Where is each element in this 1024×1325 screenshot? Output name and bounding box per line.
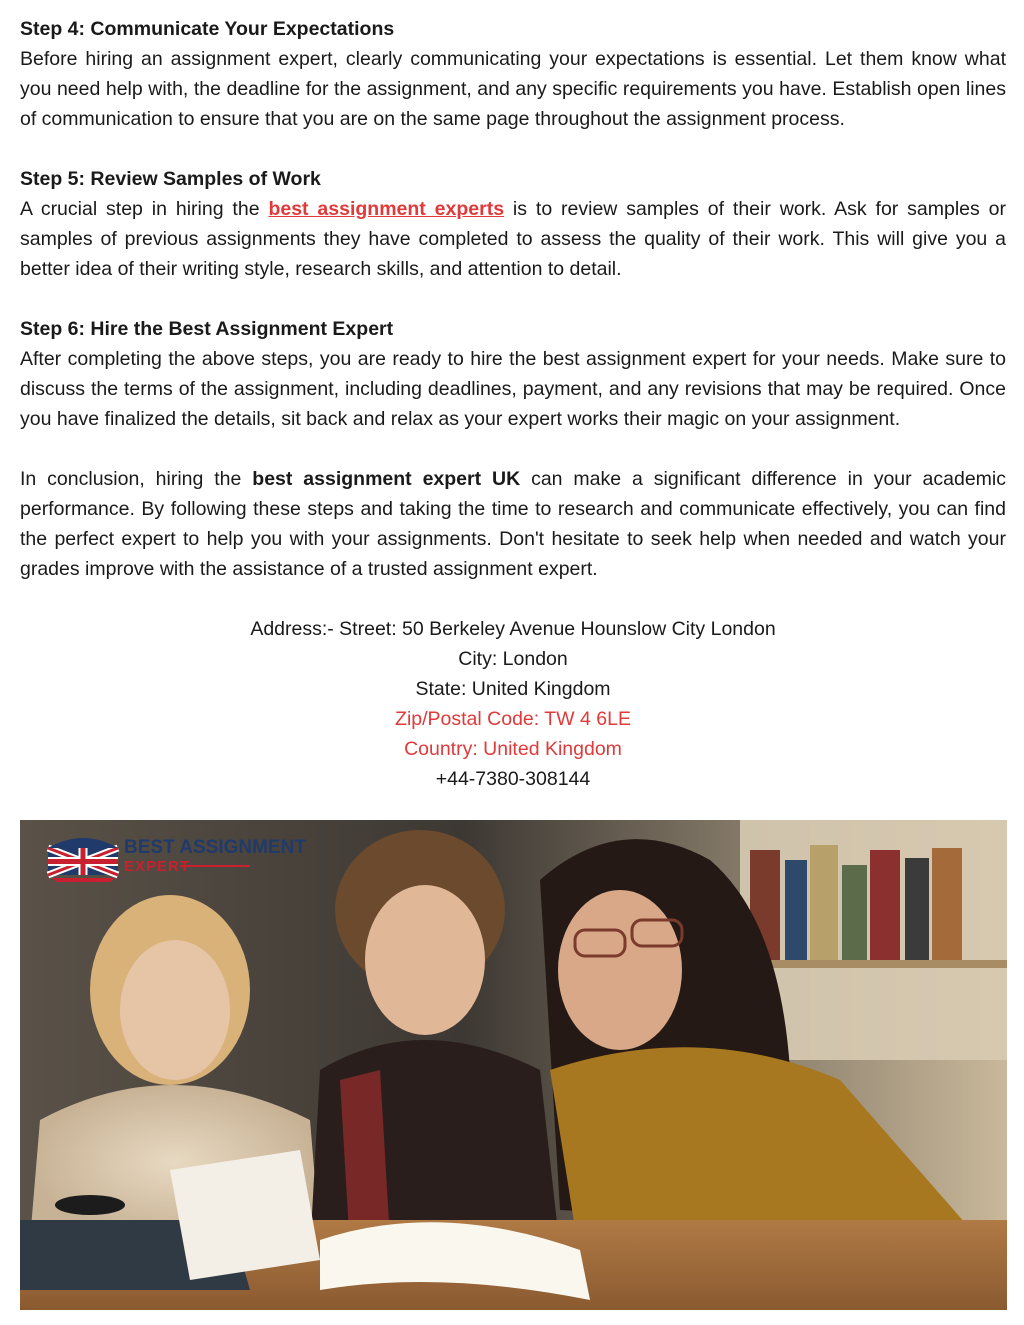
step4-title: Step 4: Communicate Your Expectations [20,18,395,40]
boy-face [365,885,485,1035]
coffee-cup [55,1195,125,1215]
address-block [20,614,1006,794]
best-assignment-experts-link[interactable]: best assignment experts [268,198,505,220]
step6-title: Step 6: Hire the Best Assignment Expert [20,318,394,340]
address-state: State: United Kingdom [415,678,611,700]
step4-body: Before hiring an assignment expert, clearly communicating your expectations is essential. Let them know what you need help with, the deadline for the assignment, and any specific requirements you have. Establish open lines of communication to ensure that you are on the same page throughout the assignment process. [20,48,1006,130]
address-street: Address:- Street: 50 Berkeley Avenue Hounslow City London [250,618,776,640]
book-spine [810,845,838,960]
woman-face [558,890,682,1050]
book-spine [932,848,962,960]
step5-body [20,194,1006,284]
book-spine [870,850,900,960]
step6-body: After completing the above steps, you are ready to hire the best assignment expert for your needs. Make sure to discuss the terms of the assignment, including deadlines, payment, and any revisions that may be required. Once you have finalized the details, sit back and relax as your expert works their magic on your assignment. [20,348,1006,430]
open-book-left [170,1150,320,1280]
conclusion-bold-keyword: best assignment expert UK [252,468,521,490]
address-phone: +44-7380-308144 [435,768,591,790]
students-studying-photo [20,820,1007,1310]
logo-text-line1: BEST ASSIGNMENT [124,837,306,858]
step5-section [20,164,1006,284]
document-body [20,14,1006,794]
girl-face [120,940,230,1080]
conclusion-body [20,464,1006,584]
logo-text-line2: EXPERT [124,858,191,875]
photo-illustration [20,820,1007,1310]
conclusion-section [20,464,1006,584]
step4-section [20,14,1006,134]
shelf-plank [740,960,1007,968]
step5-body-before: A crucial step in hiring the [20,198,269,220]
step6-section [20,314,1006,434]
step5-body-after: is to review samples of their work. Ask for samples or samples of previous assignments they have completed to assess the quality of their work. This will give you a better idea of their writing style, research skills, and attention to detail. [20,198,1007,280]
book-spine [842,865,867,960]
book-spine [905,858,929,960]
address-country: Country: United Kingdom [404,738,622,760]
address-city: City: London [458,648,568,670]
conclusion-after: can make a significant difference in your academic performance. By following these steps and taking the time to research and communicate effectively, you can find the perfect expert to help you with your assignments. Don't hesitate to seek help when needed and watch your grades improve with the assistance of a trusted assignment expert. [20,468,1007,580]
address-zip: Zip/Postal Code: TW 4 6LE [395,708,631,730]
book-spine [785,860,807,960]
conclusion-before: In conclusion, hiring the [20,468,253,490]
step5-title: Step 5: Review Samples of Work [20,168,321,190]
